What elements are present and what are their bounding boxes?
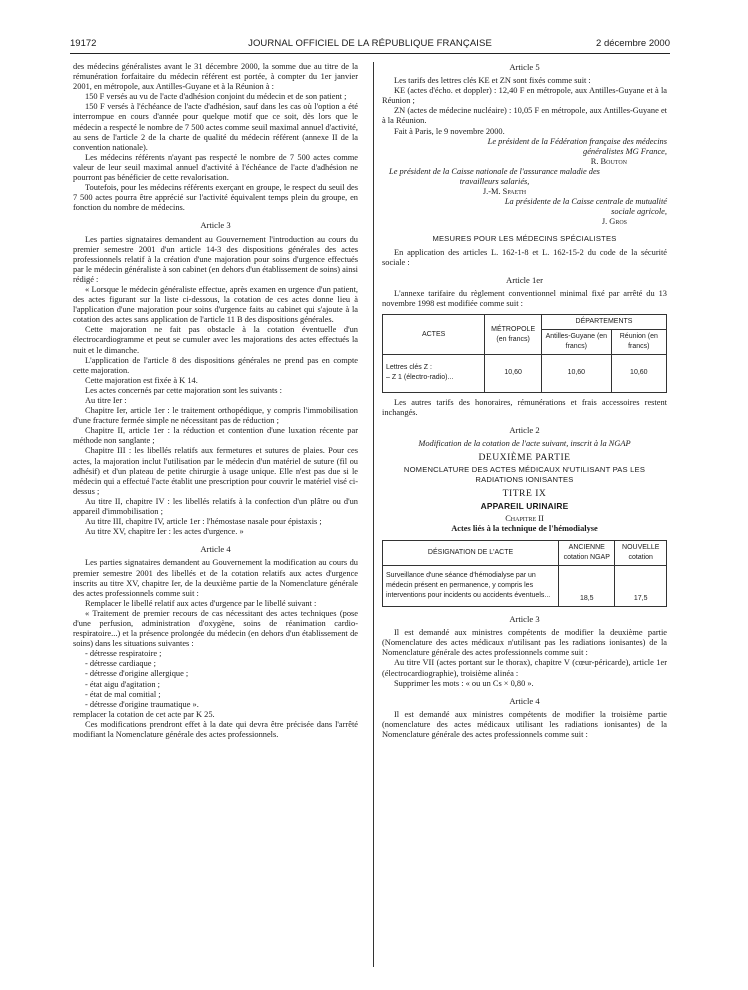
table-header: ANCIENNE cotation NGAP — [559, 540, 615, 565]
nomenclature-heading: NOMENCLATURE DES ACTES MÉDICAUX N'UTILISANT PAS LES RADIATIONS IONISANTES — [403, 465, 646, 485]
paragraph: Les parties signataires demandent au Gouvernement l'introduction au cours du premier semestre 2001 d'un article 14-3 des dispositions générales des actes professionnels relatif à la création d'une majoration pour soins d'urgence effectués par le médecin généraliste à son cabinet (en dehors d'un établissement de soins) ainsi rédigé : — [73, 234, 358, 284]
list-item: - état aigu d'agitation ; — [85, 679, 160, 689]
paragraph: KE (actes d'écho. et doppler) : 12,40 F en métropole, aux Antilles-Guyane et à la Réunion ; — [382, 86, 667, 106]
table-row — [383, 565, 667, 606]
paragraph: Les actes concernés par cette majoration sont les suivants : — [85, 385, 282, 395]
table-cell: 10,60 — [542, 355, 612, 392]
signatory-name: J.-M. Spaeth — [482, 187, 527, 197]
title-heading: TITRE IX — [502, 488, 547, 500]
row-label: – Z 1 (électro-radio)... — [386, 374, 454, 382]
journal-title: JOURNAL OFFICIEL DE LA RÉPUBLIQUE FRANÇAISE — [248, 38, 492, 49]
part-heading: DEUXIÈME PARTIE — [478, 451, 571, 463]
table-header: Réunion (en francs) — [611, 330, 666, 355]
article-heading: Article 2 — [509, 424, 540, 435]
table-header: DÉSIGNATION DE L'ACTE — [383, 540, 559, 565]
article-heading: Article 4 — [200, 544, 231, 555]
paragraph: L'application de l'article 8 des dispositions générales ne prend pas en compte cette majoration. — [73, 355, 358, 375]
paragraph: L'annexe tarifaire du règlement conventionnel minimal fixé par arrêté du 13 novembre 1998 est modifiée comme suit : — [382, 288, 667, 308]
paragraph: Les tarifs des lettres clés KE et ZN sont fixés comme suit : — [394, 76, 591, 86]
table-cell: 17,5 — [615, 565, 667, 606]
row-label: Lettres clés Z : — [386, 364, 432, 372]
article-heading: Article 5 — [509, 62, 540, 72]
paragraph: Les parties signataires demandent au Gouvernement la modification au cours du premier semestre 2001 des libellés et de la cotation relatifs aux actes d'urgence inscrits au titre XV, chapitre Ier, de la deuxième partie de la Nomenclature générale des actes professionnels comme suit : — [73, 558, 358, 598]
table-cell: 10,60 — [485, 355, 542, 392]
paragraph: Les médecins référents n'ayant pas respecté le nombre de 7 500 actes comme valeur de leur seuil maximal annuel d'activité à l'échéance de l'acte d'adhésion ne pourront pas bénéficier de cette revalorisation. — [73, 152, 358, 183]
table-header: ACTES — [383, 315, 485, 355]
list-item: - détresse d'origine traumatique ». — [85, 699, 199, 709]
paragraph: Cette majoration est fixée à K 14. — [85, 375, 198, 385]
list-item: - détresse d'origine allergique ; — [85, 669, 189, 679]
appareil-heading: APPAREIL URINAIRE — [480, 501, 569, 512]
paragraph: des médecins généralistes avant le 31 décembre 2000, la somme due au titre de la rémunération forfaitaire du médecin référent est portée, à compter du 1er janvier 2001, en métropole, aux Antilles-Guyane et à la Réunion à : — [73, 62, 358, 92]
article-heading: Article 3 — [509, 614, 540, 625]
paragraph: Remplacer le libellé relatif aux actes d'urgence par le libellé suivant : — [85, 598, 317, 608]
paragraph: Au titre III, chapitre IV, article 1er : l'hémostase nasale pour épistaxis ; — [85, 517, 322, 527]
signatory-title: Le président de la Fédération française des médecins généralistes MG France, — [487, 136, 667, 156]
signatory-name: R. Bouton — [590, 156, 627, 166]
table-header: Antilles-Guyane (en francs) — [542, 330, 612, 355]
paragraph: remplacer la cotation de cet acte par K 25. — [73, 709, 215, 719]
paragraph: Au titre II, chapitre IV : les libellés relatifs à la confection d'un plâtre ou d'un appareil d'immobilisation ; — [73, 496, 358, 517]
article-heading: Article 1er — [506, 274, 543, 285]
table-header: NOUVELLE cotation — [615, 540, 667, 565]
paragraph: « Traitement de premier recours de cas nécessitant des actes techniques (pose d'une perfusion, administration d'oxygène, soins de réanimation cardio-respiratoire...) et la présence prolongée du médecin (en dehors d'un établissement de soins) dans les situations suivantes : — [73, 608, 358, 649]
paragraph: Toutefois, pour les médecins référents exerçant en groupe, le respect du seuil des 7 500 actes pourra être apprécié sur l'activité équivalent temps plein du groupe, en fonction du nombre de médecins. — [73, 183, 358, 213]
paragraph: Chapitre II, article 1er : la réduction et contention d'une luxation récente par méthode non sanglante ; — [73, 426, 358, 446]
paragraph: Au titre XV, chapitre Ier : les actes d'urgence. » — [85, 527, 244, 537]
left-column — [73, 62, 358, 740]
table-cell: 10,60 — [611, 355, 666, 392]
paragraph: Chapitre III : les libellés relatifs aux fermetures et sutures de plaies. Pour ces actes, la majoration inclut l'utilisation par le médecin d'un matériel de suture (fil ou adhésif) et d'un plateau de petite chirurgie à usage unique. Elle n'est pas due si le médecin qui a effectué l'acte établit une prescription pour couvrir le matériel visé ci-dessus ; — [73, 446, 358, 496]
table-header: MÉTROPOLE (en francs) — [485, 315, 542, 355]
chapter-subtitle: Actes liés à la technique de l'hémodialyse — [451, 524, 598, 534]
list-item: - état de mal comitial ; — [85, 689, 161, 699]
signatory-title: Le président de la Caisse nationale de l'assurance maladie des travailleurs salariés, — [389, 166, 600, 187]
article-heading: Article 4 — [509, 695, 540, 706]
table-cell: Surveillance d'une séance d'hémodialyse par un médecin présent en permanence, y compris les interventions pour incidents ou accidents éventuels... — [383, 565, 559, 606]
paragraph: ZN (actes de médecine nucléaire) : 10,05 F en métropole, aux Antilles-Guyane et à la Réunion. — [382, 106, 667, 126]
article-heading: Article 3 — [200, 220, 231, 231]
signatory-name: J. Gros — [601, 217, 627, 227]
section-heading: MESURES POUR LES MÉDECINS SPÉCIALISTES — [432, 233, 617, 243]
paragraph: Il est demandé aux ministres compétents de modifier la troisième partie (nomenclature des actes médicaux utilisant les radiations ionisantes) de la Nomenclature générale des actes professionnels comme suit : — [382, 709, 667, 739]
paragraph: Les autres tarifs des honoraires, rémunérations et frais accessoires restent inchangés. — [382, 397, 667, 417]
signatory-title: La présidente de la Caisse centrale de mutualité sociale agricole, — [504, 197, 667, 217]
list-item: - détresse cardiaque ; — [85, 659, 156, 669]
right-column — [382, 62, 667, 740]
paragraph: Supprimer les mots : « ou un Cs × 0,80 ». — [394, 678, 534, 688]
paragraph: Au titre VII (actes portant sur le thorax), chapitre V (cœur-péricarde), article 1er (électrocardiographie), troisième alinéa : — [382, 658, 667, 678]
table-cell — [383, 355, 485, 392]
page-header — [70, 38, 670, 52]
table-cell: 18,5 — [559, 565, 615, 606]
paragraph: Au titre Ier : — [85, 396, 127, 405]
paragraph: Cette majoration ne fait pas obstacle à la cotation éventuelle d'un électrocardiogramme et peut se cumuler avec les majorations des actes effectués la nuit et le dimanche. — [73, 325, 358, 355]
tariff-table — [382, 314, 667, 392]
paragraph: 150 F versés à l'échéance de l'acte d'adhésion, sauf dans les cas où l'option a été interrompue en cours d'année pour quelque motif que ce soit, dès lors que le médecin a respecté le nombre de 7 500 actes comme seuil maximal annuel d'activité, au sens de l'article 2 de la charte de qualité du médecin référent (annexe II de la convention nationale). — [73, 102, 358, 152]
cotation-table — [382, 540, 667, 607]
header-rule — [70, 53, 670, 54]
paragraph: Modification de la cotation de l'acte suivant, inscrit à la NGAP — [418, 438, 631, 448]
paragraph: Chapitre Ier, article 1er : le traitement orthopédique, y compris l'immobilisation d'une fracture fermée simple ne nécessitant pas de réduction ; — [73, 406, 358, 426]
table-header: DÉPARTEMENTS — [542, 315, 667, 330]
chapter-heading: Chapitre II — [505, 514, 544, 524]
list-item: - détresse respiratoire ; — [85, 649, 162, 659]
paragraph: Ces modifications prendront effet à la date qui devra être précisée dans l'arrêté modifiant la Nomenclature générale des actes professionnels. — [73, 719, 358, 739]
paragraph: 150 F versés au vu de l'acte d'adhésion conjoint du médecin et de son patient ; — [85, 92, 347, 102]
paragraph: Il est demandé aux ministres compétents de modifier la deuxième partie (Nomenclature des actes médicaux n'utilisant pas les radiations ionisantes) de la Nomenclature générale des actes professionnels comme suit : — [382, 628, 667, 658]
paragraph: Fait à Paris, le 9 novembre 2000. — [394, 126, 505, 136]
paragraph: « Lorsque le médecin généraliste effectue, après examen en urgence d'un patient, des actes figurant sur la liste ci-dessous, la cotation de ces actes donne lieu à l'application d'une majoration pour soins d'urgence faits au cabinet qui s'ajoute à la cotation des actes sans application de l'article 11 B des dispositions générales. — [73, 284, 358, 325]
page-number: 19172 — [70, 38, 97, 49]
issue-date: 2 décembre 2000 — [596, 38, 670, 49]
column-divider — [373, 62, 374, 967]
table-row — [383, 355, 667, 392]
paragraph: En application des articles L. 162-1-8 et L. 162-15-2 du code de la sécurité sociale : — [382, 247, 667, 267]
